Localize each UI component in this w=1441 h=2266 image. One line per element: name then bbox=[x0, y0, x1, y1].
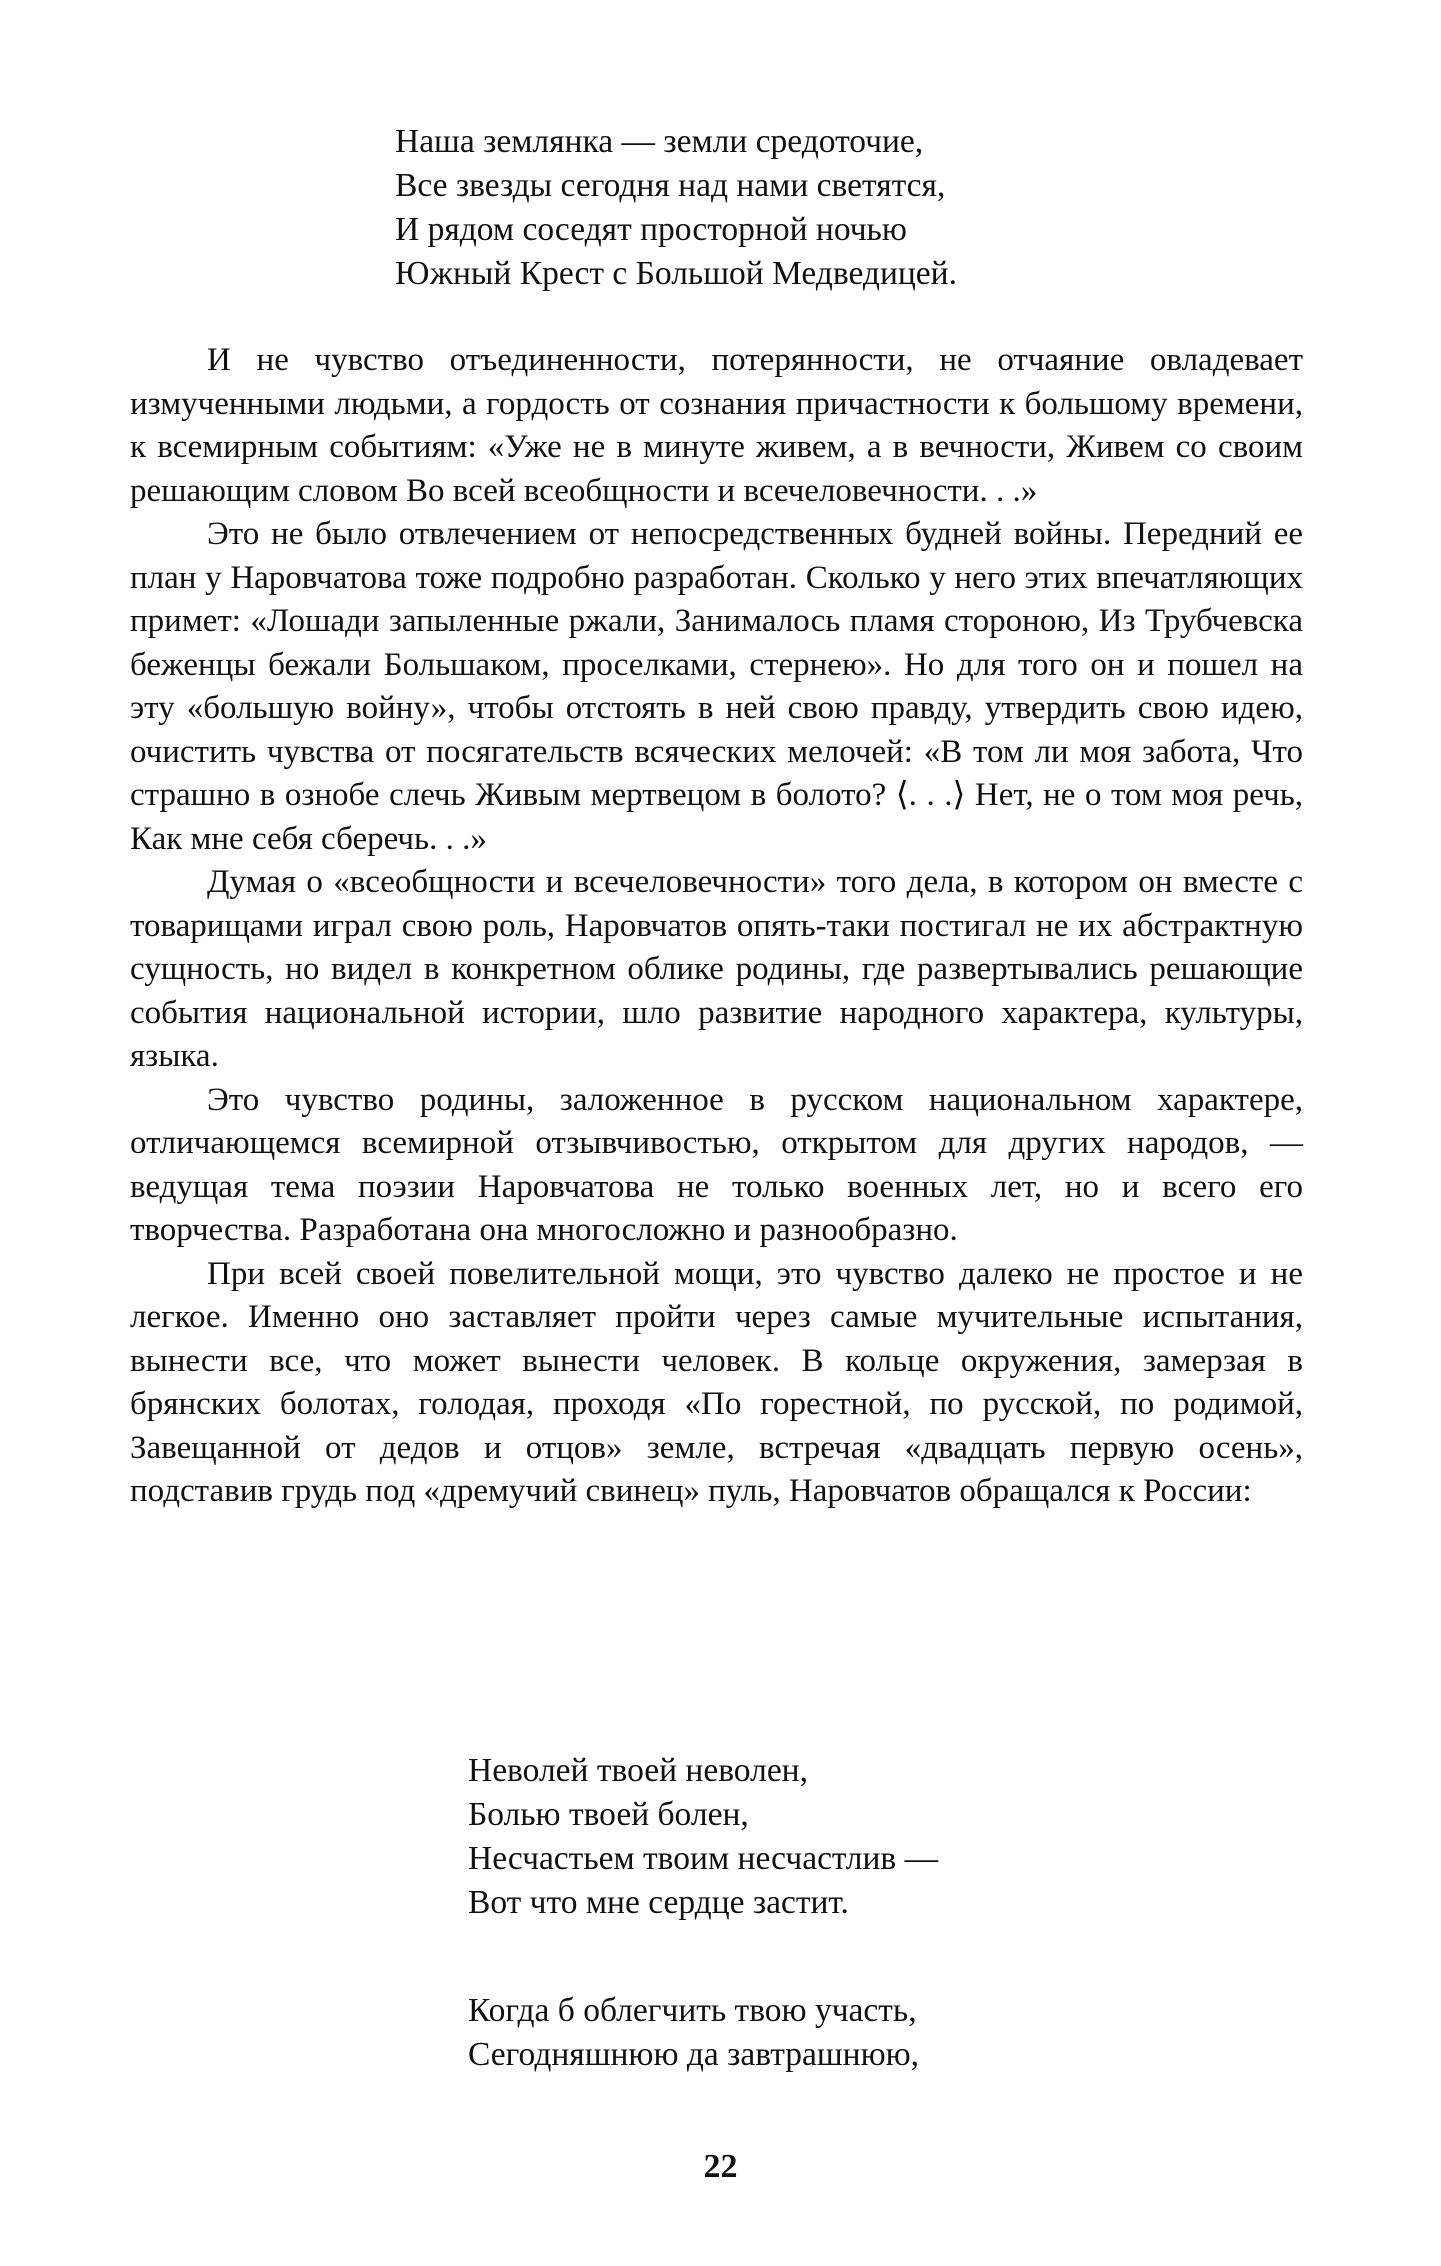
poem-line: Болью твоей болен, bbox=[468, 1796, 749, 1833]
poem-line: Все звезды сегодня над нами светятся, bbox=[395, 167, 946, 204]
paragraph: Думая о «всеобщности и всечеловечности» того дела, в котором он вместе с товарищами играл свою роль, Наровчатов опять-таки постигал не их абстрактную сущность, но видел в конкретном облике родины, где развертывались решающие события национальной истории, шло развитие народного характера, культуры, языка. bbox=[130, 864, 1303, 1074]
opening-poem-stanza bbox=[395, 120, 957, 296]
paragraph: Это чувство родины, заложенное в русском национальном характере, отличающемся всемирной отзывчивостью, открытом для других народов, — ведущая тема поэзии Наровчатова не только военных лет, но и всего его творчества. Разработана она многосложно и разнообразно. bbox=[130, 1081, 1303, 1248]
poem-line: Южный Крест с Большой Медведицей. bbox=[395, 255, 957, 292]
body-text bbox=[130, 339, 1303, 1514]
poem-line: Наша землянка — земли средоточие, bbox=[395, 123, 924, 160]
poem-line: Несчастьем твоим несчастлив — bbox=[468, 1840, 939, 1877]
poem-line: Когда б облегчить твою участь, bbox=[468, 1992, 917, 2029]
closing-poem-stanza-1 bbox=[468, 1749, 938, 1925]
paragraph: При всей своей повелительной мощи, это чувство далеко не простое и не легкое. Именно оно заставляет пройти через самые мучительные испытания, вынести все, что может вынести человек. В кольце окружения, замерзая в брянских болотах, голодая, проходя «По горестной, по русской, по родимой, Завещанной от дедов и отцов» земле, встречая «двадцать первую осень», подставив грудь под «дремучий свинец» пуль, Наровчатов обращался к России: bbox=[130, 1255, 1303, 1509]
poem-line: Неволей твоей неволен, bbox=[468, 1752, 808, 1789]
paragraph: Это не было отвлечением от непосредственных будней войны. Передний ее план у Наровчатова тоже подробно разработан. Сколько у него этих впечатляющих примет: «Лошади запыленные ржали, Занималось пламя стороною, Из Трубчевска беженцы бежали Большаком, проселками, стернею». Но для того он и пошел на эту «большую войну», чтобы отстоять в ней свою правду, утвердить свою идею, очистить чувства от посягательств всяческих мелочей: «В том ли моя забота, Что страшно в ознобе слечь Живым мертвецом в болото? ⟨. . .⟩ Нет, не о том моя речь, Как мне себя сберечь. . .» bbox=[130, 516, 1303, 857]
poem-line: Вот что мне сердце застит. bbox=[468, 1884, 849, 1921]
page-number: 22 bbox=[703, 2148, 738, 2185]
closing-poem-stanza-2 bbox=[468, 1989, 919, 2077]
poem-line: Сегодняшнюю да завтрашнюю, bbox=[468, 2036, 920, 2073]
paragraph: И не чувство отъединенности, потерянности, не отчаяние овладевает измученными людьми, а гордость от сознания причастности к большому времени, к всемирным событиям: «Уже не в минуте живем, а в вечности, Живем со своим решающим словом Во всей всеобщности и всечеловечности. . .» bbox=[130, 342, 1303, 509]
poem-line: И рядом соседят просторной ночью bbox=[395, 211, 907, 248]
